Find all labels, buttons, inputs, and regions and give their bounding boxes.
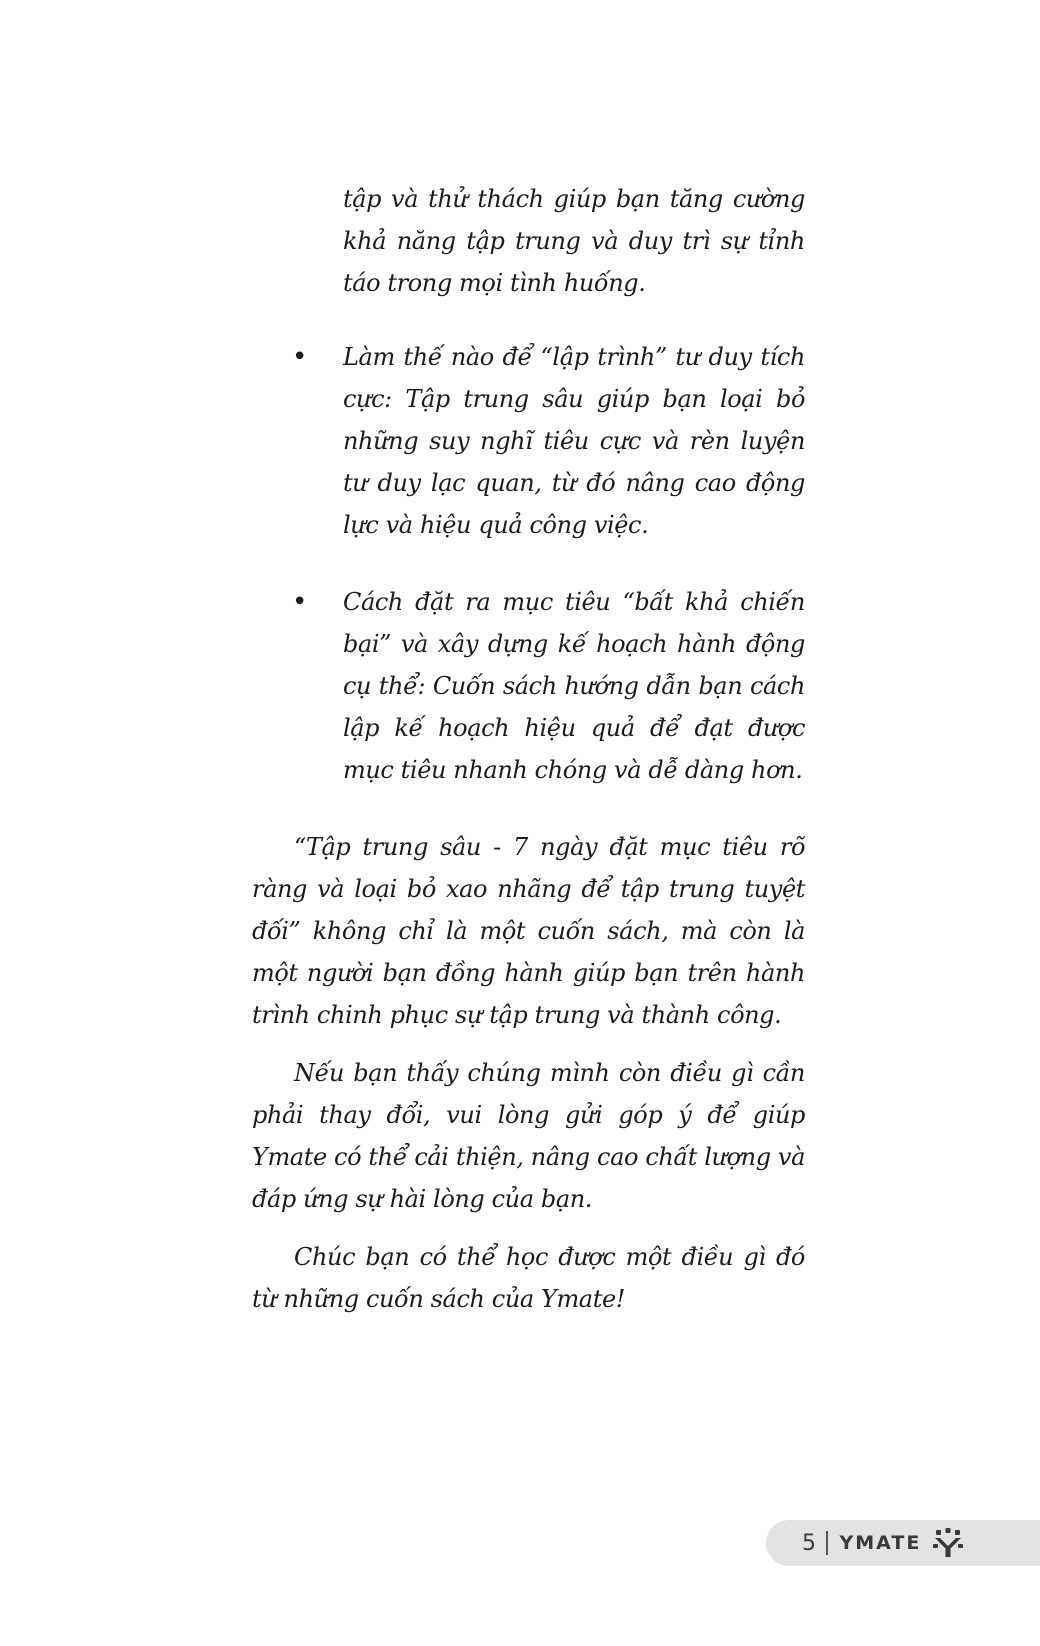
body-paragraph-feedback: Nếu bạn thấy chúng mình còn điều gì cần phải thay đổi, vui lòng gửi góp ý để giúp Ymate có thể cải thiện, nâng cao chất lượng và đáp ứng sự hài lòng của bạn. <box>252 1059 805 1213</box>
bullet-item-continued <box>252 178 805 304</box>
page-body <box>252 178 805 1336</box>
bullet-text: tập và thử thách giúp bạn tăng cường khả năng tập trung và duy trì sự tỉnh táo trong mọi tình huống. <box>343 185 805 297</box>
bullet-list <box>252 178 805 791</box>
bullet-text: Cách đặt ra mục tiêu “bất khả chiến bại” và xây dựng kế hoạch hành động cụ thể: Cuốn sách hướng dẫn bạn cách lập kế hoạch hiệu quả để đạt được mục tiêu nhanh chóng và dễ dàng hơn. <box>343 588 805 784</box>
body-paragraph-closing: Chúc bạn có thể học được một điều gì đó từ những cuốn sách của Ymate! <box>252 1243 805 1313</box>
bullet-dot-icon: • <box>292 342 308 372</box>
page-footer-tab <box>766 1520 1040 1566</box>
page-number: 5 <box>802 1530 816 1556</box>
bullet-dot-icon: • <box>292 587 308 617</box>
bullet-text: Làm thế nào để “lập trình” tư duy tích cực: Tập trung sâu giúp bạn loại bỏ những suy nghĩ tiêu cực và rèn luyện tư duy lạc quan, từ đó nâng cao động lực và hiệu quả công việc. <box>343 343 805 539</box>
footer-divider <box>826 1531 828 1555</box>
bullet-item <box>252 336 805 546</box>
bullet-item <box>252 581 805 791</box>
body-paragraph-book-summary: “Tập trung sâu - 7 ngày đặt mục tiêu rõ ràng và loại bỏ xao nhãng để tập trung tuyệt đối” không chỉ là một cuốn sách, mà còn là một người bạn đồng hành giúp bạn trên hành trình chinh phục sự tập trung và thành công. <box>252 833 805 1029</box>
brand-name: YMATE <box>839 1532 922 1554</box>
ymate-logo-icon <box>931 1526 965 1560</box>
footer-content <box>802 1520 965 1566</box>
